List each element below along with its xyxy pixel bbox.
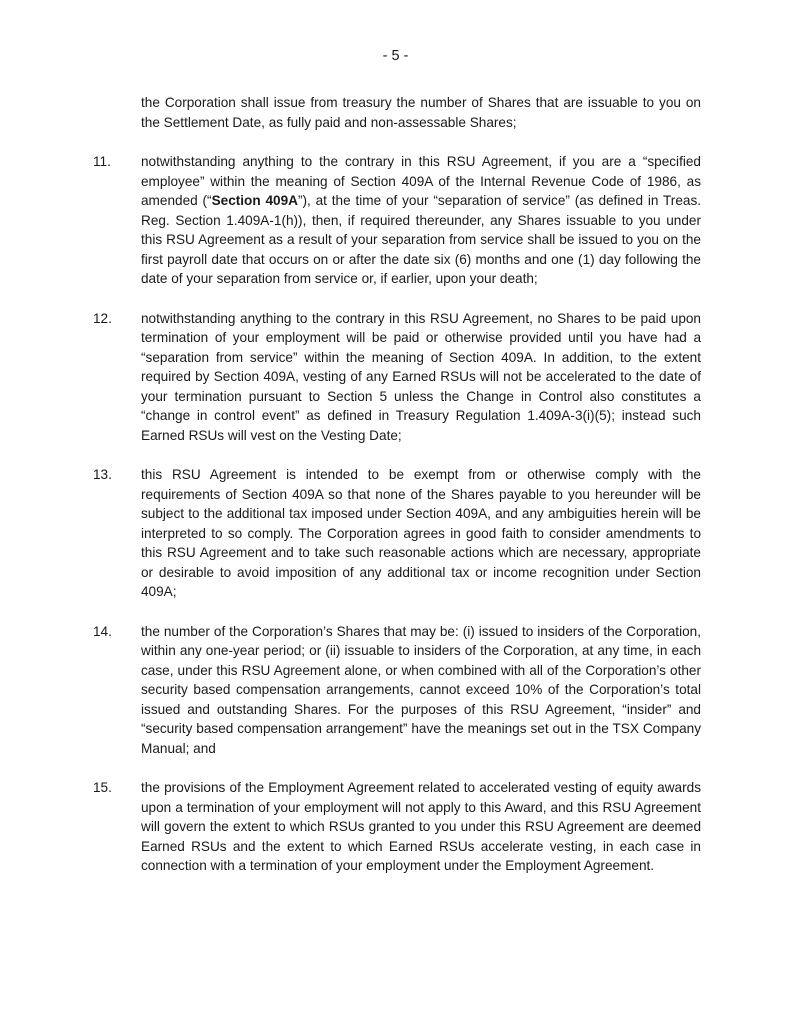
page-number: - 5 - xyxy=(382,48,409,64)
paragraph-number: 14. xyxy=(93,623,112,639)
paragraph-number: 11. xyxy=(93,154,111,169)
paragraph-12 xyxy=(93,309,701,446)
paragraph-intro xyxy=(93,93,701,132)
paragraph-number: 15. xyxy=(93,780,112,795)
paragraph-15 xyxy=(93,778,701,876)
paragraph-number: 12. xyxy=(93,310,112,326)
defined-term-bold: Section 409A xyxy=(211,193,298,208)
paragraph-13 xyxy=(93,465,701,602)
paragraph-text: notwithstanding anything to the contrary in this RSU Agreement, no Shares to be paid upon termination of your employment will be paid or otherwise provided until you have had a “separation from service” within the meaning of Section 409A. In addition, to the extent required by Section 409A, vesting of any Earned RSUs will not be accelerated to the date of your termination pursuant to Section 5 unless the Change in Control also constitutes a “change in control event” as defined in Treasury Regulation 1.409A-3(i)(5); instead such Earned RSUs will vest on the Vesting Date; xyxy=(141,310,701,443)
paragraph-text: the Corporation shall issue from treasury the number of Shares that are issuable to you on the Settlement Date, as fully paid and non-assessable Shares; xyxy=(141,95,701,130)
paragraph-text: the provisions of the Employment Agreement related to accelerated vesting of equity awards upon a termination of your employment will not apply to this Award, and this RSU Agreement will govern the extent to which RSUs granted to you under this RSU Agreement are deemed Earned RSUs and the extent to which Earned RSUs accelerate vesting, in each case in connection with a termination of your employment under the Employment Agreement. xyxy=(141,780,701,873)
paragraph-number: 13. xyxy=(93,467,112,482)
paragraph-11 xyxy=(93,152,701,289)
paragraph-text: this RSU Agreement is intended to be exempt from or otherwise comply with the requirements of Section 409A so that none of the Shares payable to you hereunder will be subject to the additional tax imposed under Section 409A, and any ambiguities herein will be interpreted to so comply. The Corporation agrees in good faith to consider amendments to this RSU Agreement and to take such reasonable actions which are necessary, appropriate or desirable to avoid imposition of any additional tax or income recognition under Section 409A; xyxy=(141,467,701,599)
paragraph-text xyxy=(141,152,701,289)
paragraph-text: the number of the Corporation’s Shares that may be: (i) issued to insiders of the Corporation, within any one-year period; or (ii) issuable to insiders of the Corporation, at any time, in each case, under this RSU Agreement alone, or when combined with all of the Corporation’s other security based compensation arrangements, cannot exceed 10% of the Corporation’s total issued and outstanding Shares. For the purposes of this RSU Agreement, “insider” and “security based compensation arrangement” have the meanings set out in the TSX Company Manual; and xyxy=(141,623,701,756)
paragraph-text-part: ”), at the time of your “separation of service” (as defined in Treas. Reg. Section 1.409A-1(h)), then, if required thereunder, any Shares issuable to you under this RSU Agreement as a result of your separation from service shall be issued to you on the first payroll date that occurs on or after the date six (6) months and one (1) day following the date of your separation from service or, if earlier, upon your death; xyxy=(141,193,702,286)
paragraph-text-part: notwithstanding anything to the contrary in this RSU Agreement, if you are a “specified employee” within the meaning of Section 409A of the Internal Revenue Code of 1986, as amended (“ xyxy=(141,154,701,208)
document-body xyxy=(93,93,701,896)
paragraph-14 xyxy=(93,622,701,759)
